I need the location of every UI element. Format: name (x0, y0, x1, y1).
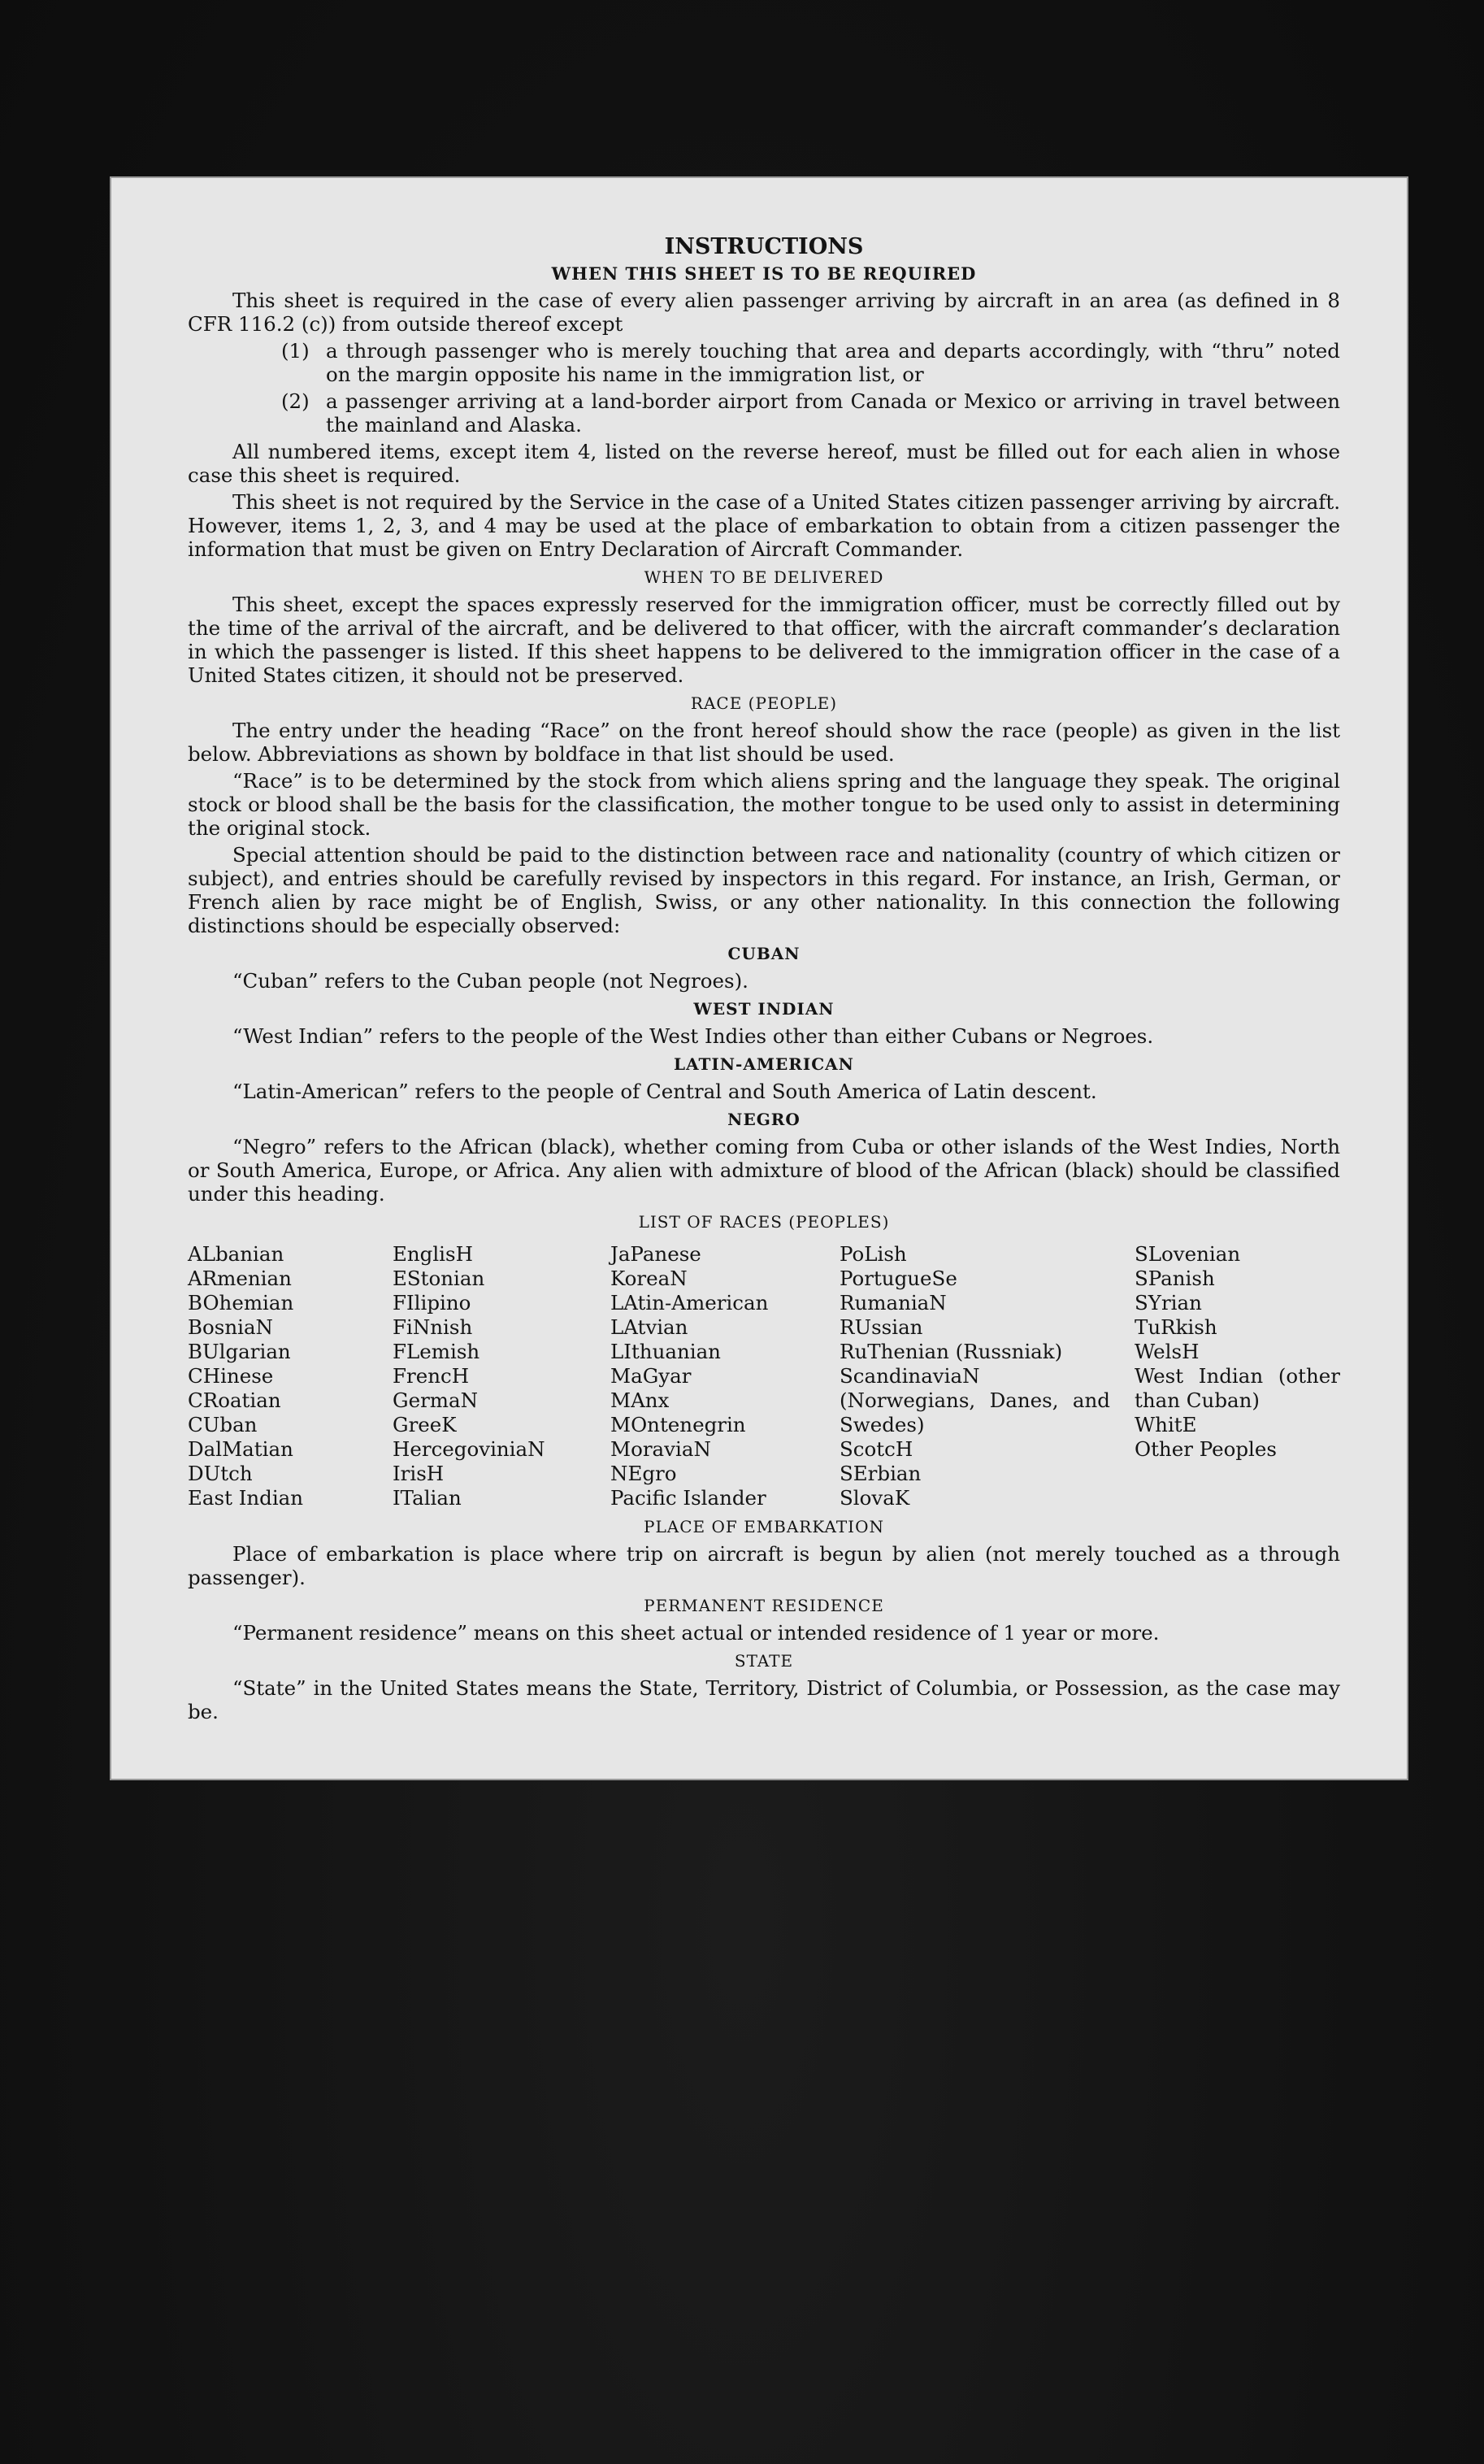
race-entry: FIlipino (393, 1291, 471, 1315)
paragraph-state: “State” in the United States means the State, Territory, District of Columbia, or Possession, as the case may be. (188, 1676, 1340, 1723)
paragraph-required: This sheet is required in the case of every alien passenger arriving by aircraft in an area (as defined in 8 CFR 116.2 (c)) from outside thereof except (188, 289, 1340, 336)
race-entry: SErbian (840, 1462, 922, 1485)
paragraph-race-definition: “Race” is to be determined by the stock from which aliens spring and the language they speak. The original stock or blood shall be the basis for the classification, the mother tongue to be used only to assist in determining the original stock. (188, 769, 1340, 840)
instruction-content (188, 233, 1340, 1723)
races-column-1 (188, 1242, 393, 1510)
section-heading-when-delivered: WHEN TO BE DELIVERED (644, 567, 884, 587)
races-column-3 (610, 1242, 840, 1510)
section-heading-permanent-residence: PERMANENT RESIDENCE (644, 1596, 884, 1615)
section-heading-state: STATE (734, 1651, 794, 1671)
race-entry: ScandinaviaN (Norwegians, Danes, and Swedes) (840, 1364, 1110, 1436)
race-entry: IrisH (393, 1462, 445, 1485)
paragraph-race-nationality: Special attention should be paid to the distinction between race and nationality (country of which citizen or subject), and entries should be carefully revised by inspectors in this regard. For instance, an Irish, German, or French alien by race might be of English, Swiss, or any other nationality. In this connection the following distinctions should be especially observed: (188, 843, 1340, 937)
race-entry: SlovaK (840, 1486, 910, 1510)
race-entry: FrencH (393, 1364, 470, 1388)
race-entry: SLovenian (1135, 1242, 1241, 1266)
race-entry: Pacific Islander (610, 1486, 766, 1510)
race-entry: WhitE (1135, 1413, 1197, 1436)
race-entry: WelsH (1135, 1340, 1200, 1363)
race-entry: EnglisH (393, 1242, 473, 1266)
race-entry: PortugueSe (840, 1267, 957, 1290)
race-entry: Other Peoples (1135, 1437, 1277, 1461)
paragraph-delivery: This sheet, except the spaces expressly reserved for the immigration officer, must be correctly filled out by the time of the arrival of the aircraft, and be delivered to that officer, with the aircraft commander’s declaration in which the passenger is listed. If this sheet happens to be delivered to the immigration officer in the case of a United States citizen, it should not be preserved. (188, 593, 1340, 687)
race-entry: JaPanese (610, 1242, 701, 1266)
race-entry: LIthuanian (610, 1340, 721, 1363)
paragraph-permanent-residence: “Permanent residence” means on this sheet actual or intended residence of 1 year or more. (232, 1621, 1160, 1645)
race-entry: ALbanian (188, 1242, 284, 1266)
paragraph-numbered-items: All numbered items, except item 4, listed on the reverse hereof, must be filled out for each alien in whose case this sheet is required. (188, 440, 1340, 487)
race-entry: MoraviaN (610, 1437, 711, 1461)
paragraph-negro: “Negro” refers to the African (black), whether coming from Cuba or other islands of the West Indies, North or South America, Europe, or Africa. Any alien with admixture of blood of the African (black) should be classified under this heading. (188, 1135, 1340, 1206)
page-title: INSTRUCTIONS (664, 234, 864, 259)
paragraph-west-indian: “West Indian” refers to the people of the West Indies other than either Cubans or Negroes. (232, 1024, 1154, 1048)
section-heading-west-indian: WEST INDIAN (693, 999, 835, 1019)
section-heading-list-of-races: LIST OF RACES (PEOPLES) (638, 1212, 890, 1232)
race-entry: FLemish (393, 1340, 480, 1363)
item-text: a through passenger who is merely touching that area and departs accordingly, with “thru” noted on the margin opposite his name in the immigration list, or (326, 339, 1340, 386)
section-heading-embarkation: PLACE OF EMBARKATION (644, 1517, 884, 1536)
paragraph-latin-american: “Latin-American” refers to the people of Central and South America of Latin descent. (232, 1080, 1097, 1103)
race-entry: LAtvian (610, 1315, 688, 1339)
paragraph-citizen: This sheet is not required by the Service in the case of a United States citizen passenger arriving by aircraft. However, items 1, 2, 3, and 4 may be used at the place of embarkation to obtain from a citizen passenger the information that must be given on Entry Declaration of Aircraft Commander. (188, 490, 1340, 561)
race-entry: RUssian (840, 1315, 923, 1339)
race-entry: GermaN (393, 1388, 479, 1412)
race-entry: ARmenian (188, 1267, 292, 1290)
exception-item-2 (281, 389, 1340, 437)
race-entry: East Indian (188, 1486, 304, 1510)
race-entry: MAnx (610, 1388, 670, 1412)
instruction-sheet (110, 176, 1408, 1780)
race-entry: CHinese (188, 1364, 274, 1388)
race-entry: LAtin-American (610, 1291, 769, 1315)
race-entry: PoLish (840, 1242, 907, 1266)
paragraph-race-entry: The entry under the heading “Race” on the front hereof should show the race (people) as given in the list below. Abbreviations as shown by boldface in that list should be used. (188, 719, 1340, 766)
race-entry: BosniaN (188, 1315, 273, 1339)
item-number: (2) (281, 389, 310, 413)
item-text: a passenger arriving at a land-border airport from Canada or Mexico or arriving in travel between the mainland and Alaska. (326, 389, 1340, 437)
race-entry: BOhemian (188, 1291, 294, 1315)
section-heading-race: RACE (PEOPLE) (690, 693, 838, 713)
race-entry: RuThenian (Russniak) (840, 1340, 1063, 1363)
race-entry: SYrian (1135, 1291, 1202, 1315)
race-entry: NEgro (610, 1462, 677, 1485)
item-number: (1) (281, 339, 310, 363)
race-entry: KoreaN (610, 1267, 688, 1290)
section-heading-negro: NEGRO (727, 1110, 801, 1129)
race-entry: BUlgarian (188, 1340, 291, 1363)
race-entry: MaGyar (610, 1364, 692, 1388)
race-entry: RumaniaN (840, 1291, 947, 1315)
section-heading-cuban: CUBAN (727, 944, 801, 963)
paragraph-embarkation: Place of embarkation is place where trip on aircraft is begun by alien (not merely touched as a through passenger). (188, 1542, 1340, 1589)
section-heading-when-required: WHEN THIS SHEET IS TO BE REQUIRED (551, 263, 977, 284)
race-entry: DalMatian (188, 1437, 293, 1461)
exception-item-1 (281, 339, 1340, 386)
section-heading-latin-american: LATIN-AMERICAN (674, 1054, 854, 1074)
race-entry: CUban (188, 1413, 258, 1436)
race-entry: EStonian (393, 1267, 485, 1290)
race-entry: GreeK (393, 1413, 457, 1436)
races-list (188, 1242, 1340, 1510)
race-entry: TuRkish (1135, 1315, 1217, 1339)
race-entry: West Indian (other than Cuban) (1135, 1364, 1340, 1412)
races-column-5 (1135, 1242, 1340, 1510)
race-entry: ITalian (393, 1486, 462, 1510)
race-entry: FiNnish (393, 1315, 473, 1339)
paragraph-cuban: “Cuban” refers to the Cuban people (not Negroes). (232, 969, 749, 993)
race-entry: ScotcH (840, 1437, 913, 1461)
race-entry: DUtch (188, 1462, 253, 1485)
race-entry: MOntenegrin (610, 1413, 746, 1436)
race-entry: SPanish (1135, 1267, 1215, 1290)
race-entry: CRoatian (188, 1388, 281, 1412)
races-column-2 (393, 1242, 610, 1510)
race-entry: HercegoviniaN (393, 1437, 545, 1461)
races-column-4 (840, 1242, 1135, 1510)
